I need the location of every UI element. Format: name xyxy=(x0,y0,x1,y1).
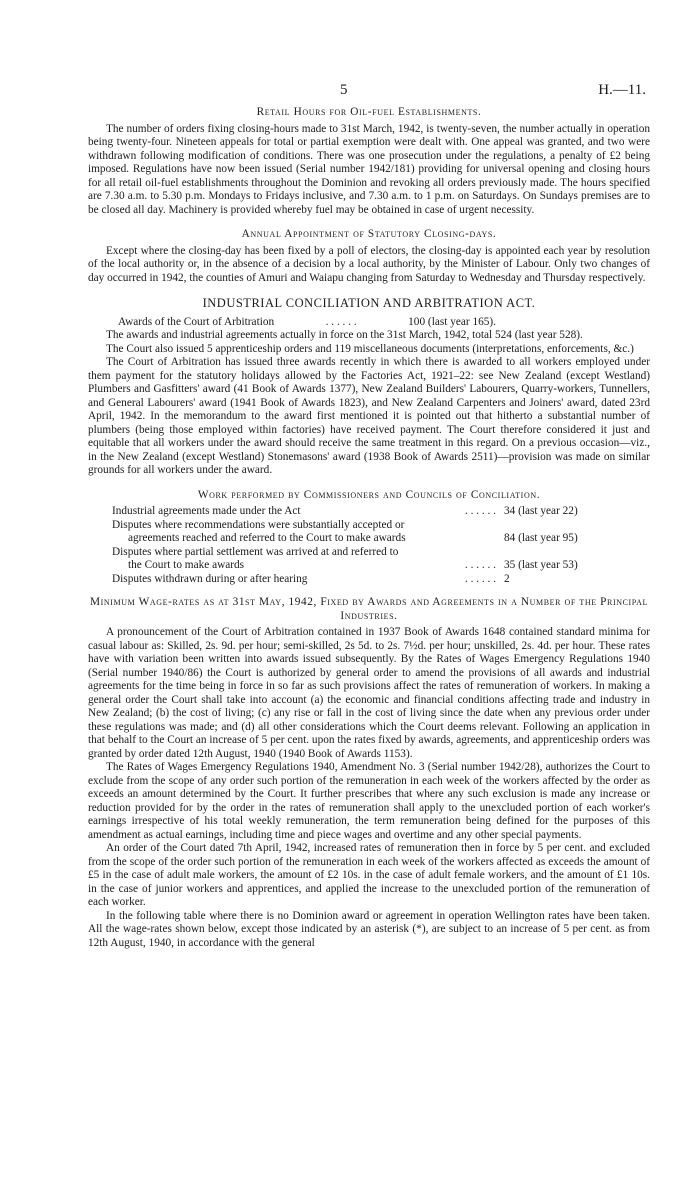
row-dots xyxy=(464,546,496,560)
row-label: Disputes withdrawn during or after hearing xyxy=(112,572,308,585)
awards-in-force-paragraph: The awards and industrial agreements actually in force on the 31st March, 1942, total 524 (last year 528). xyxy=(106,329,583,341)
row-value xyxy=(496,519,504,533)
table-row xyxy=(112,559,604,573)
row-dots: . . . . . . xyxy=(464,559,496,571)
row-value xyxy=(496,546,504,560)
retail-hours-paragraph: The number of orders fixing closing-hours made to 31st March, 1942, is twenty-seven, the number actually in operation being twenty-four. Nineteen appeals for total or partial exemption were dealt with. One appeal was granted, and two were withdrawn following modification of conditions. There was one prosecution under the regulations, a penalty of £2 being imposed. Regulations have now been issued (Serial number 1942/181) providing for universal opening and closing hours for all retail oil-fuel establishments throughout the Dominion and revoking all orders previously made. The hours specified are 7.30 a.m. to 5.30 p.m. Mondays to Fridays inclusive, and 7.30 a.m. to 1 p.m. on Saturdays. On Sundays premises are to be closed all day. Machinery is provided whereby fuel may be obtained in case of urgent necessity. xyxy=(88,122,650,216)
document-reference: H.—11. xyxy=(598,82,646,98)
retail-hours-heading: Retail Hours for Oil-fuel Establishments. xyxy=(256,106,482,118)
awards-label: Awards of the Court of Arbitration xyxy=(118,315,275,328)
court-order-paragraph: An order of the Court dated 7th April, 1942, increased rates of remuneration then in force by 5 per cent. and excluded from the scope of the order such portion of the remuneration in each week of the workers affected as exceeds the amount of £5 in the case of adult male workers, the amount of £2 10s. in the case of adult female workers, and the amount of £1 10s. in the case of junior workers and apprentices, and applied the increase to the unexcluded portion of the remuneration of each worker. xyxy=(88,842,650,908)
row-label: the Court to make awards xyxy=(128,559,245,571)
row-value: 34 (last year 22) xyxy=(504,505,578,517)
emergency-regulations-paragraph: The Rates of Wages Emergency Regulations 1940, Amendment No. 3 (Serial number 1942/28), authorizes the Court to exclude from the scope of any order such portion of the remuneration in each week of the workers affected by the order as exceeds an amount determined by the Court. It further prescribes that where any such exclusion is made any increase or reduction provided for by the order in the rates of remuneration shall apply to the unexcluded portion of each worker's earnings irrespective of his total weekly remuneration, the term remuneration being defined for the purposes of this amendment as actual earnings, including time and piece wages and overtime and any other special payments. xyxy=(88,761,650,841)
table-row xyxy=(112,505,604,519)
row-dots xyxy=(464,532,496,546)
conciliation-heading: Work performed by Commissioners and Councils of Conciliation. xyxy=(197,488,541,501)
page-header xyxy=(88,84,650,106)
row-value: 2 xyxy=(504,572,510,585)
row-label: agreements reached and referred to the Court to make awards xyxy=(128,532,406,544)
closing-days-heading: Annual Appointment of Statutory Closing-days. xyxy=(241,228,497,240)
table-row xyxy=(112,546,604,560)
closing-days-paragraph: Except where the closing-day has been fixed by a poll of electors, the closing-day is appointed each year by resolution of the local authority or, in the absence of a decision by a local authority, by the Minister of Labour. Only two changes of day occurred in 1942, the counties of Amuri and Waiapu changing from Saturday to Wednesday and Thursday respectively. xyxy=(88,244,650,284)
table-row xyxy=(112,573,604,587)
row-label: Disputes where recommendations were substantially accepted or xyxy=(112,518,405,531)
row-value: 84 (last year 95) xyxy=(504,532,578,544)
row-dots xyxy=(464,519,496,533)
court-pronouncement-paragraph: A pronouncement of the Court of Arbitration contained in 1937 Book of Awards 1648 contained standard minima for casual labour as: Skilled, 2s. 9d. per hour; semi-skilled, 2s 5d. to 2s. 7½d. per hour; unskilled, 2s. 4d. per hour. These rates have with variation been written into awards issued subsequently. By the Rates of Wages Emergency Regulations 1940 (Serial number 1940/86) the Court is authorized by general order to amend the provisions of all awards and industrial agreements for the time being in force in so far as such provisions affect the rates of remuneration of workers. In making a general order the Court shall take into account (a) the economic and financial conditions affecting trade and industry in New Zealand; (b) the cost of living; (c) any rise or fall in the cost of living since the date when any previous order under these regulations was made; and (d) all other considerations which the Court deems relevant. Following an application in that behalf to the Court an increase of 5 per cent. upon the rates fixed by awards, agreements, and apprenticeship orders was granted by order dated 12th August, 1940 (1940 Book of Awards 1153). xyxy=(88,626,650,760)
conciliation-table xyxy=(112,505,604,586)
row-label: Industrial agreements made under the Act xyxy=(112,505,301,517)
awards-count-line xyxy=(88,316,650,330)
row-label: Disputes where partial settlement was arrived at and referred to xyxy=(112,545,399,558)
row-value: 35 (last year 53) xyxy=(504,559,578,571)
page-number: 5 xyxy=(340,82,348,98)
table-row xyxy=(112,519,604,533)
minimum-wage-heading: Minimum Wage-rates as at 31st May, 1942, Fixed by Awards and Agreements in a Number of the Principal Industries. xyxy=(90,596,648,622)
row-dots: . . . . . . xyxy=(464,505,496,517)
row-dots: . . . . . . xyxy=(464,572,496,585)
statutory-holidays-paragraph: The Court of Arbitration has issued three awards recently in which there is awarded to all workers employed under them payment for the statutory holidays allowed by the Factories Act, 1921–22: see New Zealand (except Westland) Plumbers and Gasfitters' award (41 Book of Awards 1377), New Zealand Builders' Labourers, Quarry-workers, Tunnellers, and General Labourers' award (1941 Book of Awards 1823), and New Zealand Carpenters and Joiners' award, dated 23rd April, 1942. In the memorandum to the award first mentioned it is pointed out that hitherto a substantial number of plumbers (being those employed within factories) have received payment. The Court therefore considered it just and equitable that all workers under the award should receive the same treatment in this regard. On a previous occasion—viz., in the New Zealand (except Westland) Stonemasons' award (1938 Book of Awards 2511)—provision was made on similar grounds for all workers under the award. xyxy=(88,356,650,476)
industrial-act-heading: INDUSTRIAL CONCILIATION AND ARBITRATION ACT. xyxy=(202,296,536,310)
awards-leader-dots: . . . . . . xyxy=(325,315,357,328)
document-page xyxy=(88,84,650,950)
awards-value: 100 (last year 165). xyxy=(408,315,496,328)
table-intro-paragraph: In the following table where there is no Dominion award or agreement in operation Wellington rates have been taken. All the wage-rates shown below, except those indicated by an asterisk (*), are subject to an increase of 5 per cent. as from 12th August, 1940, in accordance with the general xyxy=(88,909,650,949)
apprenticeship-orders-paragraph: The Court also issued 5 apprenticeship orders and 119 miscellaneous documents (interpretations, enforcements, &c.) xyxy=(106,342,634,355)
table-row xyxy=(112,532,604,546)
